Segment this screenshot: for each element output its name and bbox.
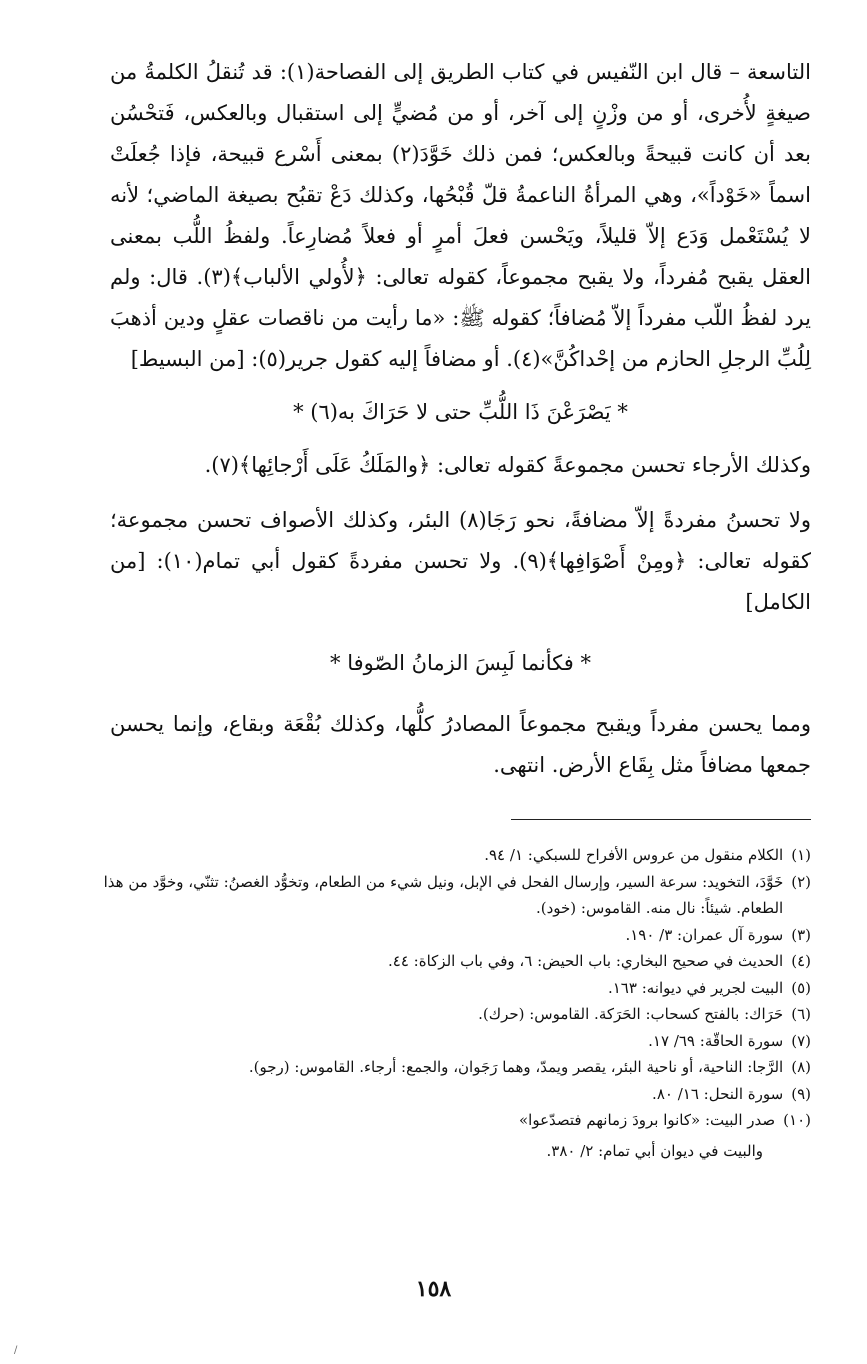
- footnote-text: الرَّجا: الناحية، أو ناحية البئر، يقصر ويمدّ، وهما رَجَوان، والجمع: أرجاء. القاموس: (رجو).: [248, 1058, 784, 1076]
- footnote-text: البيت لجرير في ديوانه: ١٦٣.: [607, 978, 784, 997]
- footnote-5: [60, 975, 811, 1002]
- footnote-number: (٨): [791, 1058, 811, 1076]
- footnote-text: خَوَّدَ، التخويد: سرعة السير، وإرسال الفحل في الإبل، ونيل شيء من الطعام، وتخوُّد الغصنُ: تثنّي، وخوَّد من هذا الطعام. شيئاً: نال منه. القاموس: (خود).: [103, 872, 784, 917]
- footnote-number: (١٠): [783, 1111, 811, 1129]
- footnote-3: [60, 922, 811, 949]
- footnote-number: (٧): [791, 1031, 811, 1050]
- footnote-number: (٥): [791, 978, 811, 997]
- footnote-continuation: والبيت في ديوان أبي تمام: ٢/ ٣٨٠.: [546, 1141, 763, 1160]
- main-text: [110, 52, 811, 786]
- footnote-7: [60, 1028, 811, 1055]
- footnote-text: حَرَاك: بالفتح كسحاب: الحَرَكة. القاموس: (حرك).: [478, 1005, 784, 1023]
- paragraph-4: ومما يحسن مفرداً ويقبح مجموعاً المصادرُ كلُّها، وكذلك بُقْعَة وبقاع، وإنما يحسن جمعها مضافاً مثل بِقَاع الأرض. انتهى.: [110, 712, 811, 777]
- footnote-1: [60, 842, 811, 869]
- footnote-6: [60, 1001, 811, 1028]
- page-number: ١٥٨: [415, 1276, 452, 1302]
- paragraph-3: ولا تحسنُ مفردةً إلاّ مضافةً، نحو رَجَا(٨) البئر، وكذلك الأصواف تحسن مجموعة؛ كقوله تعالى: ﴿ومِنْ أَصْوَافِها﴾(٩). ولا تحسن مفردةً كقول أبي تمام(١٠): [من الكامل]: [110, 508, 812, 614]
- footnote-number: (٤): [791, 952, 811, 970]
- paragraph-1: التاسعة – قال ابن النّفيس في كتاب الطريق إلى الفصاحة(١): قد تُنقلُ الكلمةُ من صيغةٍ لأُخرى، أو من وزْنٍ إلى آخر، أو من مُضيٍّ إلى استقبال وبالعكس، فَتحْسُن بعد أن كانت قبيحةً وبالعكس؛ فمن ذلك خَوَّدَ(٢) بمعنى أَسْرع قبيحة، فإذا جُعلَتْ اسماً «خَوْداً»، وهي المرأةُ الناعمةُ قلّ قُبْحُها، وكذلك دَعْ تقبُح بصيغة الماضي؛ لأنه لا يُسْتَعْمل وَدَع إلاّ قليلاً، ويَحْسن فعلَ أمرٍ أو فعلاً مُضارِعاً. ولفظُ اللُّب بمعنى العقل يقبح مُفرداً، ولا يقبح مجموعاً، كقوله تعالى: ﴿لأُولي الألباب﴾(٣). قال: ولم يرد لفظُ اللّب مفرداً إلاّ مُضافاً؛ كقوله ﷺ: «ما رأيت من ناقصات عقلٍ ودين أذهبَ لِلُبِّ الرجلِ الحازم من إحْداكُنَّ»(٤). أو مضافاً إليه كقول جرير(٥): [من البسيط]: [110, 60, 812, 371]
- footnote-number: (٦): [791, 1005, 811, 1023]
- footnotes: [60, 842, 811, 1164]
- verse-line-1: * يَصْرَعْنَ ذَا اللُّبِّ حتى لا حَرَاكَ به(٦) *: [293, 400, 628, 424]
- footnote-10: [60, 1107, 811, 1134]
- paragraph-2: وكذلك الأرجاء تحسن مجموعةً كقوله تعالى: ﴿والمَلَكُ عَلَى أَرْجائِها﴾(٧).: [204, 453, 811, 477]
- footnote-4: [60, 948, 811, 975]
- corner-mark: /: [14, 1345, 18, 1356]
- footnote-text: الحديث في صحيح البخاري: باب الحيض: ٦، وفي باب الزكاة: ٤٤.: [388, 952, 784, 970]
- footnote-text: سورة آل عمران: ٣/ ١٩٠.: [625, 925, 784, 944]
- footnote-number: (٣): [791, 925, 811, 944]
- footnote-number: (٩): [791, 1084, 811, 1103]
- footnote-9: [60, 1081, 811, 1108]
- footnote-text: صدر البيت: «كانوا برودَ زمانهم فتصدّعوا»: [518, 1111, 776, 1129]
- footnote-8: [60, 1054, 811, 1081]
- footnote-divider: [511, 819, 811, 820]
- footnote-2: [60, 869, 811, 922]
- footnote-number: (١): [791, 846, 811, 864]
- footnote-text: سورة الحاقّة: ٦٩/ ١٧.: [648, 1031, 784, 1050]
- footnote-number: (٢): [791, 872, 811, 891]
- verse-line-2: * فكأنما لَبِسَ الزمانُ الصّوفا *: [330, 651, 591, 675]
- footnote-text: الكلام منقول من عروس الأفراح للسبكي: ١/ ٩٤.: [484, 846, 784, 864]
- footnote-text: سورة النحل: ١٦/ ٨٠.: [652, 1084, 784, 1103]
